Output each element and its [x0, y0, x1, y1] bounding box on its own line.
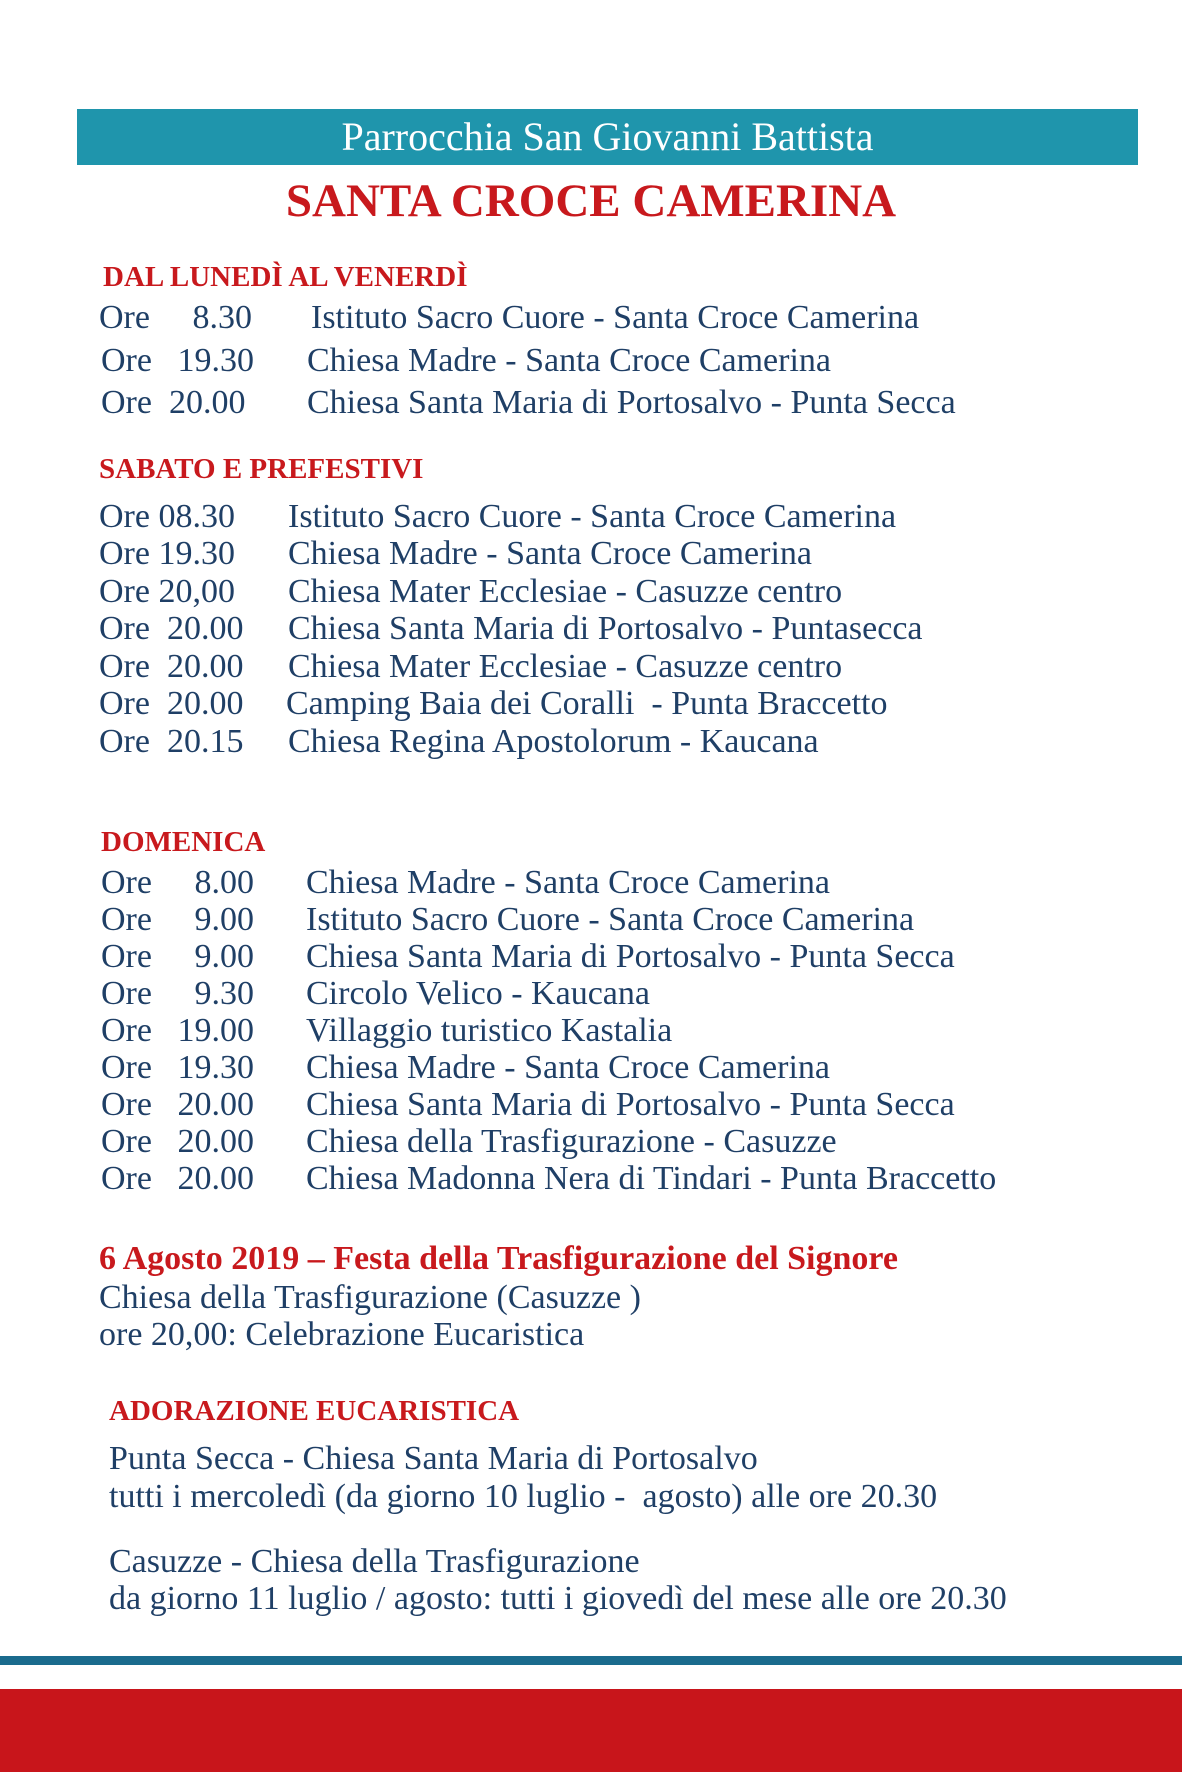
row-time: Ore 20.00 — [101, 1123, 254, 1160]
row-time: Ore 19.30 — [101, 1049, 254, 1086]
row-place: Istituto Sacro Cuore - Santa Croce Camerina — [288, 498, 897, 535]
row-time: Ore 9.00 — [101, 938, 254, 975]
row-time: Ore 20.00 — [101, 384, 246, 421]
parish-banner: Parrocchia San Giovanni Battista — [77, 109, 1138, 165]
row-time: Ore 20.00 — [99, 610, 244, 647]
row-time: Ore 08.30 — [99, 498, 235, 535]
row-place: Chiesa Madre - Santa Croce Camerina — [307, 342, 831, 379]
row-time: Ore 20.00 — [101, 1086, 254, 1123]
row-time: Ore 19.30 — [99, 535, 235, 572]
row-place: Chiesa Mater Ecclesiae - Casuzze centro — [288, 648, 843, 685]
adorazione-place-1: Punta Secca - Chiesa Santa Maria di Portosalvo — [109, 1440, 758, 1477]
row-place: Chiesa della Trasfigurazione - Casuzze — [306, 1123, 837, 1160]
row-time: Ore 9.00 — [101, 901, 254, 938]
row-time: Ore 20.00 — [99, 685, 244, 722]
adorazione-schedule-2: da giorno 11 luglio / agosto: tutti i giovedì del mese alle ore 20.30 — [109, 1580, 1007, 1617]
row-place: Chiesa Santa Maria di Portosalvo - Punta Secca — [307, 384, 956, 421]
sunday-heading: DOMENICA — [101, 826, 266, 858]
row-time: Ore 19.30 — [101, 342, 254, 379]
row-time: Ore 20.15 — [99, 723, 244, 760]
adorazione-heading: ADORAZIONE EUCARISTICA — [109, 1395, 520, 1427]
row-time: Ore 8.30 — [99, 299, 252, 336]
row-place: Istituto Sacro Cuore - Santa Croce Camerina — [311, 299, 920, 336]
row-place: Chiesa Madre - Santa Croce Camerina — [288, 535, 812, 572]
row-time: Ore 20,00 — [99, 573, 235, 610]
row-time: Ore 8.00 — [101, 864, 254, 901]
row-time: Ore 20.00 — [99, 648, 244, 685]
row-place: Chiesa Madonna Nera di Tindari - Punta Braccetto — [306, 1160, 997, 1197]
row-place: Chiesa Madre - Santa Croce Camerina — [306, 864, 830, 901]
row-place: Circolo Velico - Kaucana — [306, 975, 650, 1012]
row-place: Chiesa Santa Maria di Portosalvo - Puntasecca — [288, 610, 923, 647]
page-title: SANTA CROCE CAMERINA — [285, 175, 897, 227]
row-place: Chiesa Regina Apostolorum - Kaucana — [288, 723, 819, 760]
row-time: Ore 9.30 — [101, 975, 254, 1012]
footer-blue-stripe — [0, 1656, 1182, 1665]
adorazione-place-2: Casuzze - Chiesa della Trasfigurazione — [109, 1543, 640, 1580]
festa-heading: 6 Agosto 2019 – Festa della Trasfigurazione del Signore — [99, 1240, 898, 1277]
row-time: Ore 20.00 — [101, 1160, 254, 1197]
row-place: Villaggio turistico Kastalia — [306, 1012, 673, 1049]
festa-time: ore 20,00: Celebrazione Eucaristica — [99, 1316, 585, 1353]
festa-church: Chiesa della Trasfigurazione (Casuzze ) — [99, 1279, 641, 1316]
saturday-heading: SABATO E PREFESTIVI — [99, 453, 424, 485]
row-place: Chiesa Mater Ecclesiae - Casuzze centro — [288, 573, 843, 610]
row-place: Chiesa Madre - Santa Croce Camerina — [306, 1049, 830, 1086]
row-place: Chiesa Santa Maria di Portosalvo - Punta Secca — [306, 938, 955, 975]
row-place: Chiesa Santa Maria di Portosalvo - Punta Secca — [306, 1086, 955, 1123]
weekdays-heading: DAL LUNEDÌ AL VENERDÌ — [103, 261, 468, 293]
adorazione-schedule-1: tutti i mercoledì (da giorno 10 luglio - agosto) alle ore 20.30 — [109, 1478, 938, 1515]
footer-red-band — [0, 1689, 1182, 1772]
row-place: Camping Baia dei Coralli - Punta Braccetto — [286, 685, 888, 722]
row-time: Ore 19.00 — [101, 1012, 254, 1049]
row-place: Istituto Sacro Cuore - Santa Croce Camerina — [306, 901, 915, 938]
